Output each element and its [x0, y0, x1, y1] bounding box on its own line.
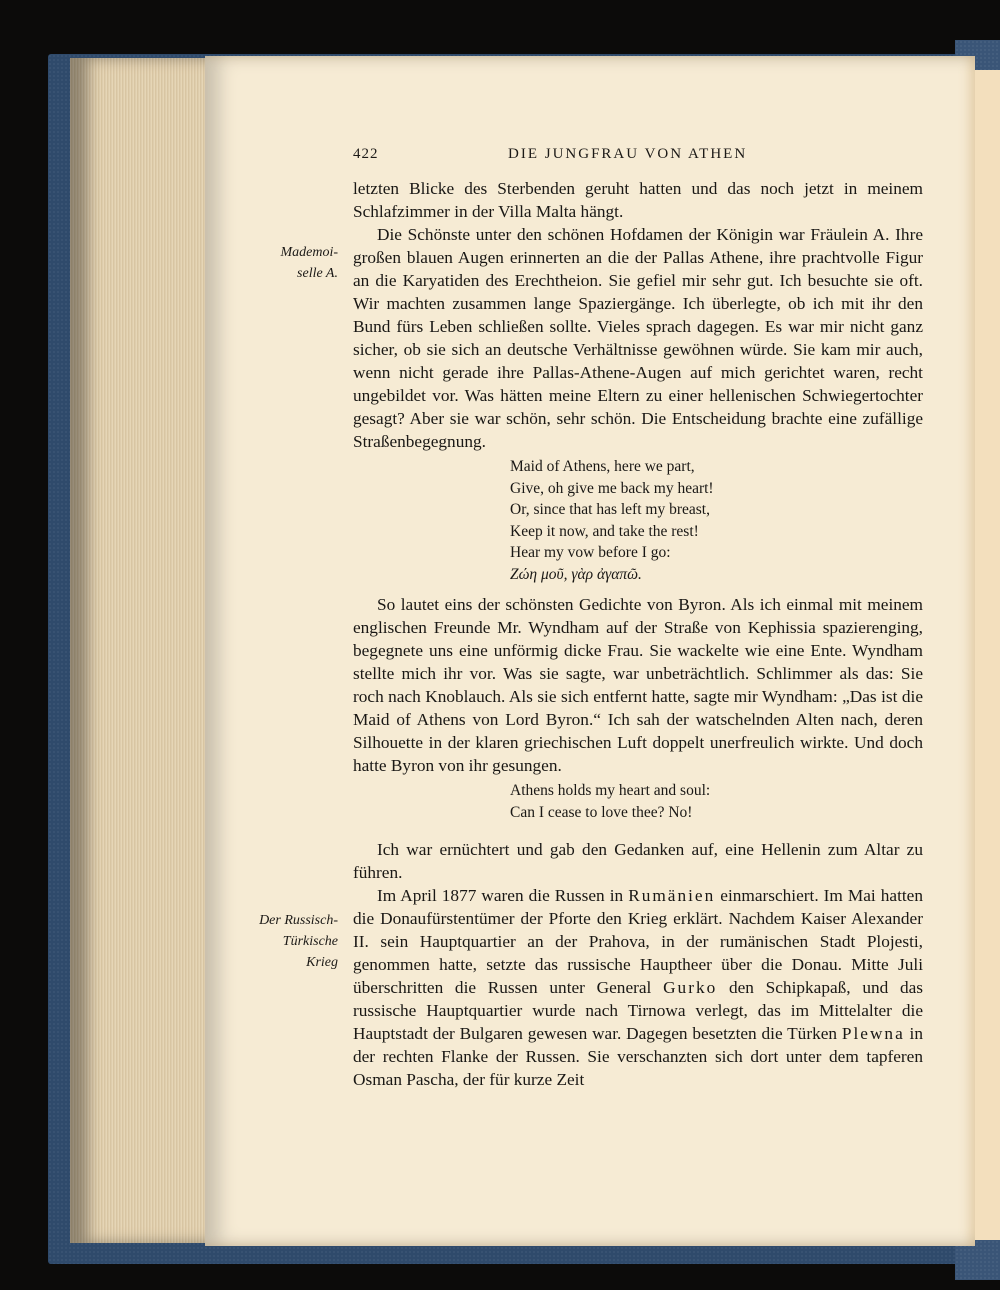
text-block-1	[353, 177, 923, 453]
paragraph: Die Schönste unter den schönen Hofdamen der Königin war Fräulein A. Ihre großen blauen Augen erinnerten an die der Pallas Athene, ihre prachtvolle Figur an die Karyatiden des Erechtheion. Sie gefiel mir sehr gut. Ich besuchte sie oft. Wir machten zusammen lange Spaziergänge. Ich überlegte, ob ich mit ihr den Bund fürs Leben schließen sollte. Vieles sprach dagegen. Es war mir nicht ganz sicher, ob sie sich an deutsche Verhältnisse gewöhnen würde. Sie kam mir auch, wenn nicht gerade ihre Pallas-Athene-Augen auf mich gerichtet waren, recht ungebildet vor. Was hätten meine Eltern zu einer hellenischen Schwiegertochter gesagt? Aber sie war schön, sehr schön. Die Entscheidung brachte eine zufällige Straßenbegegnung.	[353, 225, 923, 451]
paragraph: So lautet eins der schönsten Gedichte von Byron. Als ich einmal mit meinem englischen Freunde Mr. Wyndham auf der Straße von Kephissia spazierenging, begegnete uns eine unförmig dicke Frau. Sie wackelte wie eine Ente. Wyndham stellte mich ihr vor. Was sie sagte, war unbeträchtlich. Schlimmer als das: Sie roch nach Knoblauch. Als sie sich entfernt hatte, sagte mir Wyndham: „Das ist die Maid of Athens von Lord Byron.“ Ich sah der watschelnden Alten nach, deren Silhouette in der klaren griechischen Luft doppelt unerfreulich wirkte. Und doch hatte Byron von ihr gesungen.	[353, 595, 923, 775]
paragraph: letzten Blicke des Sterbenden geruht hatten und das noch jetzt in meinem Schlafzimmer in der Villa Malta hängt.	[353, 179, 923, 221]
page-number: 422	[353, 146, 379, 162]
margin-note-line: selle A.	[297, 266, 338, 281]
poem-line: Give, oh give me back my heart!	[510, 479, 714, 497]
spaced-word: Gurko	[663, 978, 718, 997]
spaced-word: Plewna	[841, 1024, 905, 1043]
running-title: DIE JUNGFRAU VON ATHEN	[508, 146, 748, 162]
margin-note-line: Der Russisch-	[259, 913, 338, 928]
spaced-word: Rumänien	[628, 886, 716, 905]
poem-line: Ζώη μοῦ, γὰρ ἀγαπῶ.	[510, 565, 642, 583]
paragraph: Ich war ernüchtert und gab den Gedanken auf, eine Hellenin zum Altar zu führen.	[353, 840, 923, 882]
margin-note-line: Türkische	[282, 934, 338, 949]
poem-maid-of-athens	[510, 456, 714, 586]
poem-line: Can I cease to love thee? No!	[510, 803, 693, 821]
paragraph: Im April 1877 waren die Russen in Rumänien einmarschiert. Im Mai hatten die Donaufürstentümer der Pforte den Krieg erklärt. Nachdem Kaiser Alexander II. sein Hauptquartier an der Prahova, in der rumänischen Stadt Plojesti, genommen hatte, setzte das russische Hauptheer über die Donau. Mitte Juli überschritten die Russen unter General Gurko den Schipkapaß, und das russische Hauptquartier wurde nach Tirnowa verlegt, das im Mittelalter die Hauptstadt der Bulgaren gewesen war. Dagegen besetzten die Türken Plewna in der rechten Flanke der Russen. Sie verschanzten sich dort unter dem tapferen Osman Pascha, der für kurze Zeit	[353, 886, 923, 1089]
margin-note-krieg	[259, 910, 338, 973]
margin-note-mademoiselle	[280, 242, 338, 284]
poem-line: Or, since that has left my breast,	[510, 501, 710, 519]
poem-athens-holds	[510, 780, 710, 823]
margin-note-line: Mademoi-	[280, 245, 338, 260]
poem-line: Hear my vow before I go:	[510, 544, 671, 562]
poem-line: Athens holds my heart and soul:	[510, 782, 711, 799]
poem-line: Maid of Athens, here we part,	[510, 458, 695, 475]
text-block-2	[353, 593, 923, 777]
page-edges	[70, 58, 220, 1243]
text-block-3	[353, 838, 923, 1091]
margin-note-line: Krieg	[306, 955, 338, 970]
poem-line: Keep it now, and take the rest!	[510, 522, 699, 540]
